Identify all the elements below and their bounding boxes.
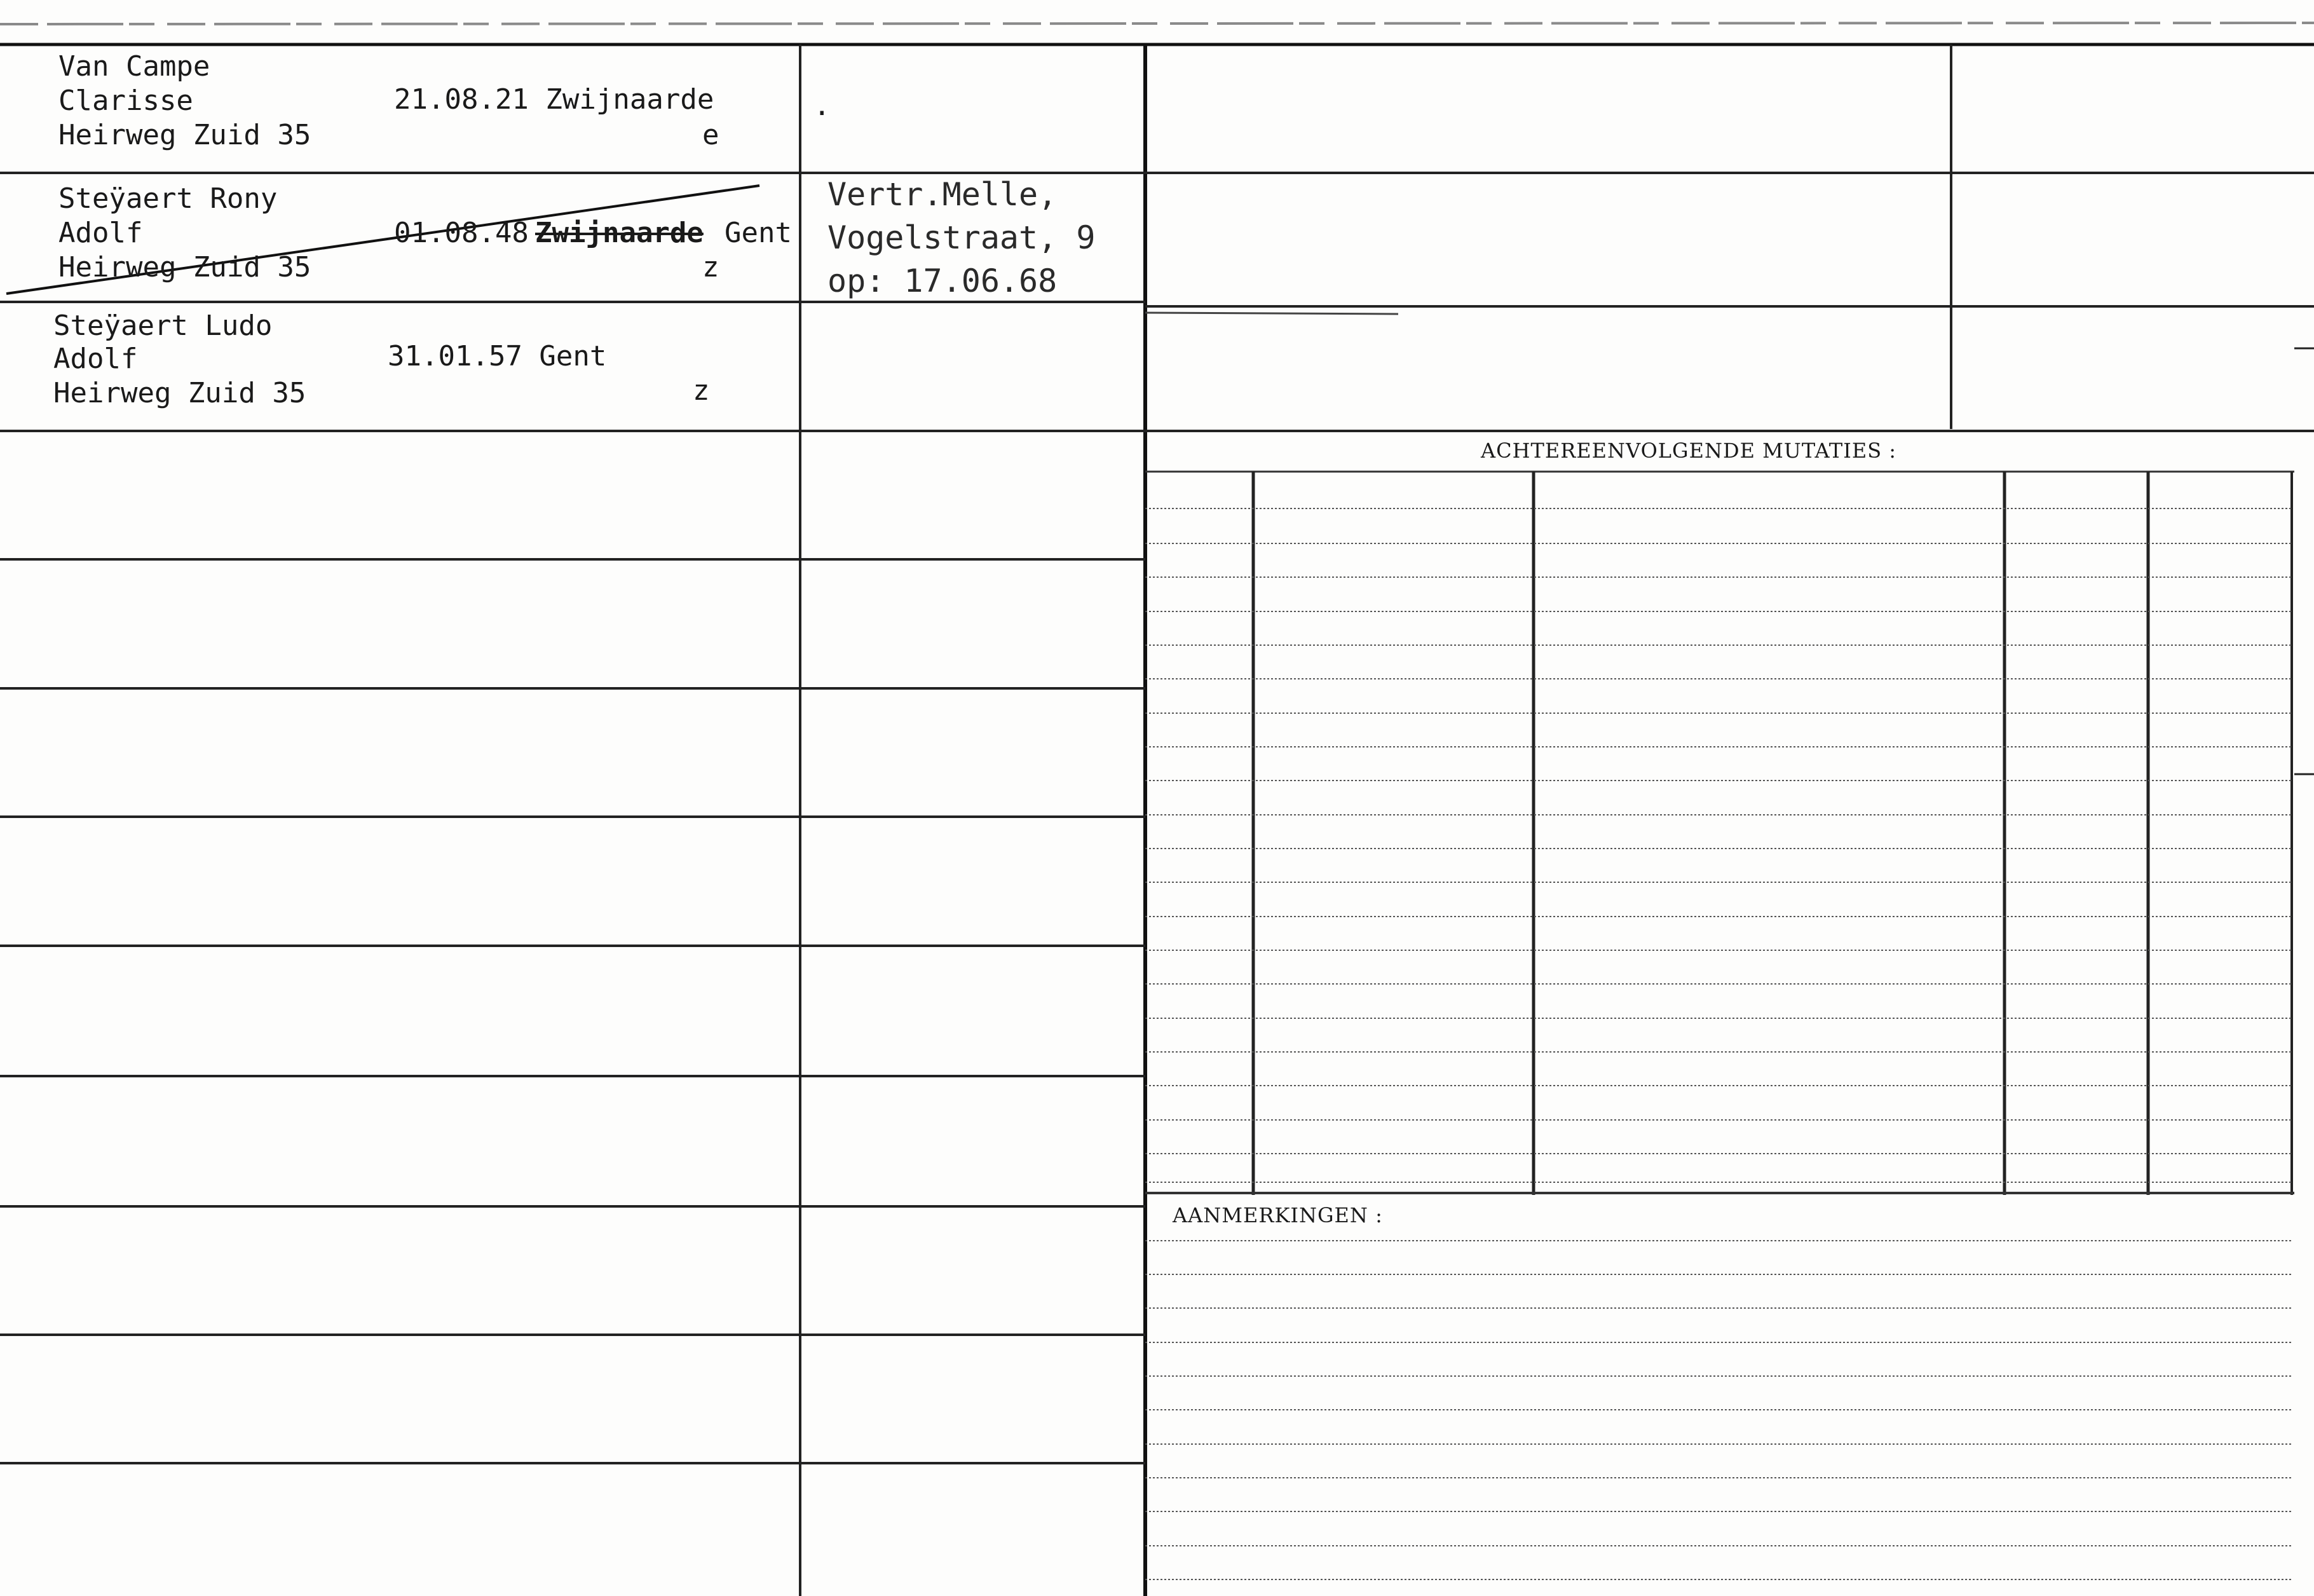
record-3-given-name: Adolf xyxy=(53,343,138,375)
record-2-birth-place: Gent xyxy=(725,217,792,249)
record-2-given-name: Adolf xyxy=(58,217,143,249)
record-1-note: . xyxy=(813,90,831,122)
record-1-given-name: Clarisse xyxy=(58,85,193,117)
record-2-birth-date: 01.08.48 xyxy=(394,217,529,249)
record-2-note-line-3: op: 17.06.68 xyxy=(827,263,1058,299)
record-3-marker: z xyxy=(693,374,710,407)
mutaties-heading: ACHTEREENVOLGENDE MUTATIES : xyxy=(1481,439,1897,463)
record-2-marker: z xyxy=(702,251,719,283)
record-3-surname: Steÿaert Ludo xyxy=(53,310,273,342)
record-2-note-line-1: Vertr.Melle, xyxy=(827,176,1058,213)
record-1-address: Heirweg Zuid 35 xyxy=(58,119,311,151)
aanmerkingen-heading: AANMERKINGEN : xyxy=(1173,1203,1383,1227)
record-1-birth: 21.08.21 Zwijnaarde xyxy=(394,83,714,116)
record-3-address: Heirweg Zuid 35 xyxy=(53,377,306,409)
record-1-surname: Van Campe xyxy=(58,50,210,83)
record-2-note-line-2: Vogelstraat, 9 xyxy=(827,219,1096,256)
record-2-address: Heirweg Zuid 35 xyxy=(58,251,311,283)
record-2-surname: Steÿaert Rony xyxy=(58,182,278,215)
record-3-birth: 31.01.57 Gent xyxy=(388,340,607,372)
record-2-birth-place-overtyped: Zwijnaarde xyxy=(535,217,704,249)
record-1-marker: e xyxy=(702,119,719,151)
